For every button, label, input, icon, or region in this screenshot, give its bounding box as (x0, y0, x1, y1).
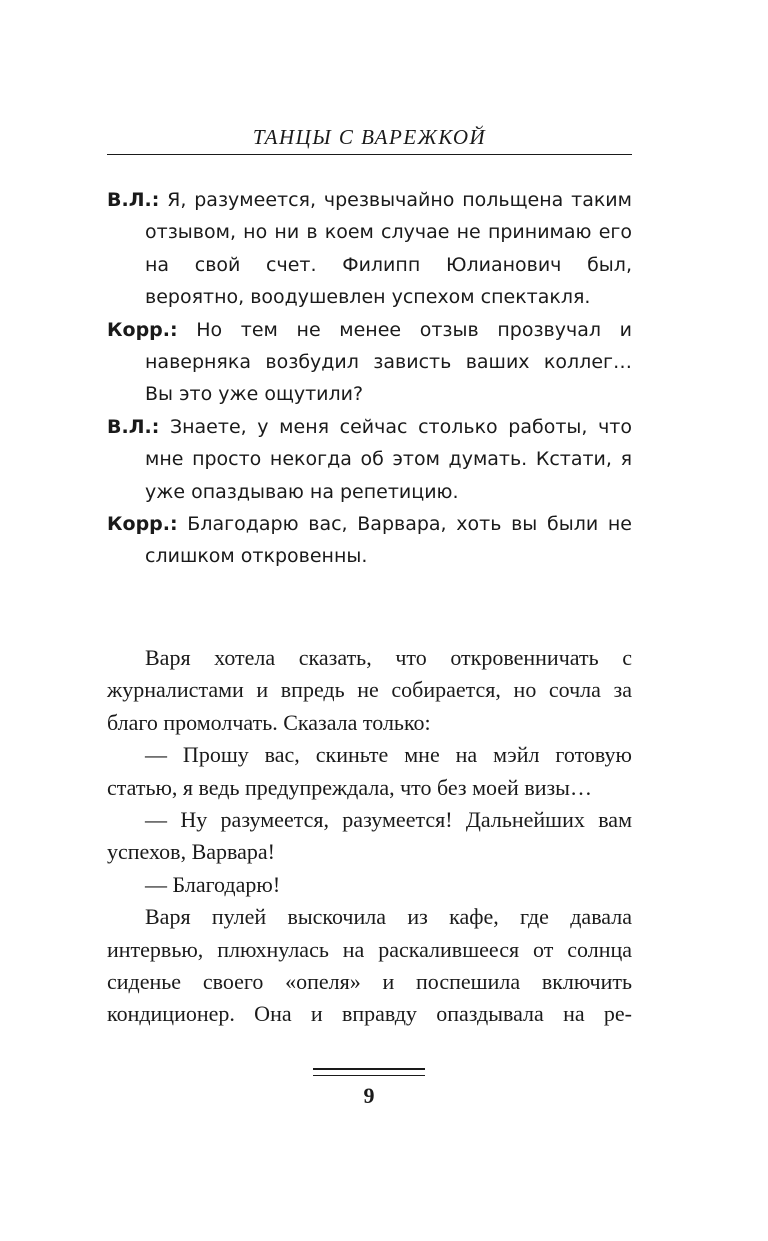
interview-exchange (107, 184, 632, 314)
interview-exchange (107, 508, 632, 573)
page-number: 9 (363, 1083, 375, 1108)
header-rule (107, 154, 632, 155)
reply-text: Благодарю вас, Варвара, хоть вы были не слишком откровенны. (145, 513, 632, 568)
paragraph: Варя хотела сказать, что откровенничать с журналистами и впредь не собирается, но сочла за благо промолчать. Сказала только: (107, 645, 632, 735)
folio-rule-thin (313, 1075, 425, 1076)
dialogue-line: — Прошу вас, скиньте мне на мэйл готовую статью, я ведь предупреждала, что без моей визы… (107, 742, 632, 800)
speaker-label: В.Л.: (107, 189, 160, 211)
speaker-label: Корр.: (107, 318, 178, 341)
speaker-label: Корр.: (107, 513, 178, 536)
reply-text: Но тем не менее отзыв прозвучал и наверняка возбудил зависть ваших коллег… Вы это уже ощутили? (145, 318, 632, 406)
reply-text: Я, разумеется, чрезвычайно польщена таким отзывом, но ни в коем случае не принимаю его на свой счет. Филипп Юлианович был, вероятно, воодушевлен успехом спектакля. (145, 189, 632, 309)
interview-block (107, 184, 632, 573)
dialogue-line: — Благодарю! (145, 871, 281, 897)
folio-rule-thick (313, 1068, 425, 1070)
running-head-title: ТАНЦЫ С ВАРЕЖКОЙ (252, 125, 487, 149)
narrative-text (107, 642, 632, 1031)
speaker-label: В.Л.: (107, 415, 160, 438)
interview-exchange (107, 314, 632, 411)
paragraph: Варя пулей выскочила из кафе, где давала интервью, плюхнулась на раскалившееся от солнца сиденье своего «опеля» и поспешила включить кондиционер. Она и вправду опаздывала на ре- (107, 904, 632, 1027)
reply-text: Знаете, у меня сейчас столько работы, что мне просто некогда об этом думать. Кстати, я уже опаздываю на репетицию. (145, 415, 633, 503)
dialogue-line: — Ну разумеется, разумеется! Дальнейших вам успехов, Варвара! (107, 807, 632, 865)
interview-exchange (107, 411, 632, 508)
